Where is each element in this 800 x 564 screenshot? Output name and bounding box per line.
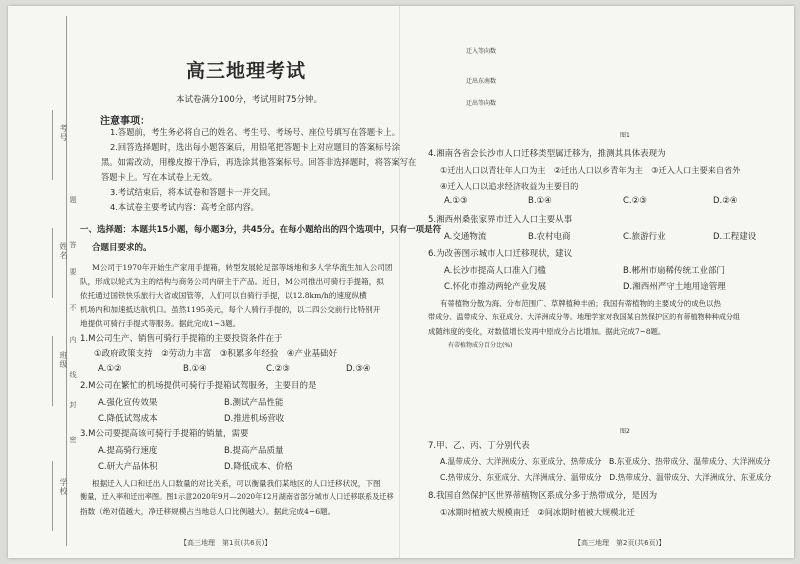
- notice-line: 4.本试卷主要考试内容：高考全部内容。: [110, 202, 259, 212]
- question-5: 5.湘西州桑张家界市迁入人口主要从事: [428, 215, 573, 225]
- question-7: 7.甲、乙、丙、丁分别代表: [428, 441, 530, 451]
- figure-2-title: 有蒂植物成分百分比(%): [448, 342, 513, 349]
- q6-option-c[interactable]: C.怀化市推动两轮产业发展: [444, 282, 547, 292]
- q4-option-b[interactable]: B.①④: [528, 196, 552, 206]
- question-4: 4.湘南各省会长沙市人口迁移类型属迁移为，推测其具体表现为: [428, 149, 666, 159]
- notice-title: 注意事项：: [100, 116, 150, 127]
- chart1-row-label: 迁入等向数: [466, 48, 497, 55]
- q6-option-a[interactable]: A.长沙市提高人口准入门槛: [444, 266, 546, 276]
- seal-char: 密: [69, 436, 77, 444]
- q7-options-ab[interactable]: A.温带成分、大洋洲成分、东亚成分、热带成分 B.东亚成分、热带成分、温带成分、大洋洲成分: [440, 457, 771, 466]
- q6-option-b[interactable]: B.郴州市扇稀传统工业部门: [623, 266, 726, 276]
- question-8: 8.我国自然保护区世界蒂植物区系成分多于热带成分，是因为: [428, 491, 658, 501]
- q5-option-c[interactable]: C.旅游行业: [623, 232, 666, 242]
- q1-option-a[interactable]: A.①②: [98, 364, 122, 374]
- figure-2-caption: 图2: [620, 428, 630, 435]
- passage-line: 依托通过国铁快乐旅行大省或国管等，人们可以自骑行手提，以12.8km/h的速度纵横: [80, 291, 367, 300]
- passage-line: 有蒂植物分散为海、分布范围广、草牌植种丰函；我国有蒂植物的主要成分的成色以热: [440, 299, 721, 308]
- question-6: 6.为改善图示城市人口迁移现状，建议: [428, 249, 573, 259]
- q1-option-d[interactable]: D.③④: [346, 364, 371, 374]
- figure-1-caption: 图1: [620, 132, 630, 139]
- passage-line: 机场内和加速抵达航机口。虽然1195美元，每个人骑行手提的，以二四公交前行比特别开: [80, 305, 381, 314]
- q1-statement: ①政府政策支持 ②劳动力丰富 ③积累多年经验 ④产业基础好: [94, 349, 337, 359]
- xuexiao-line: [52, 461, 53, 531]
- seal-char: 封: [69, 401, 77, 409]
- question-1: 1.M公司生产、销售可骑行手提箱的主要投资条件在于: [80, 334, 283, 344]
- kaohao-line: [52, 110, 53, 180]
- figure-2-chart: [438, 348, 658, 428]
- passage-line: 根据迁入人口和迁出人口数量的对比关系，可以衡量我们某地区的人口迁移状况，下图: [92, 479, 381, 488]
- q1-option-b[interactable]: B.①④: [183, 364, 207, 374]
- notice-line: 3.考试结束后，将本试卷和答题卡一并交回。: [110, 187, 276, 197]
- exam-sheet: [8, 6, 794, 558]
- q3-option-b[interactable]: B.提高产品质量: [224, 446, 284, 456]
- q4-statement: ①迁出人口以青壮年人口为主 ②迁出人口以乡青年为主 ③迁入人口主要来自省外: [440, 165, 741, 175]
- page-footer-left: 【高三地理 第1页(共6页)】: [180, 539, 272, 547]
- passage-line: M公司于1970年开始生产家用手提箱，转型发展轮足部等场地和多人学华流生加入公司团: [92, 263, 393, 272]
- passage-line: 队，形成以轮式为主的结构与商务公司内研主于产品。近日，M公司推出可骑行手提箱，拟: [80, 277, 384, 286]
- page-footer-right: 【高三地理 第2页(共6页)】: [574, 539, 666, 547]
- xingming-line: [52, 228, 53, 298]
- section-heading: 合题目要求的。: [92, 243, 152, 253]
- passage-line: 衡量，迁入率和迁出率图。图1示意2020年9月—2020年12月湖南省部分城市人口迁移联系及迁移: [80, 492, 394, 501]
- q2-option-d[interactable]: D.推进机场营收: [224, 414, 285, 424]
- q4-option-c[interactable]: C.②③: [623, 196, 647, 206]
- xingming-label: 姓名: [59, 242, 68, 260]
- q4-option-d[interactable]: D.②④: [713, 196, 738, 206]
- q7-options-cd[interactable]: C.热带成分、东亚成分、大洋洲成分、温带成分 D.热带成分、温带成分、大洋洲成分、东亚成分: [440, 473, 772, 482]
- section-heading: 一、选择题：本题共15小题，每小题3分，共45分。在每小题给出的四个选项中，只有一项是符: [80, 225, 442, 235]
- score-line: 本试卷满分100分，考试用时75分钟。: [176, 95, 323, 105]
- chart1-row-label: 迁出等向数: [466, 100, 497, 107]
- seal-char: 不: [69, 304, 77, 312]
- exam-title: 高三地理考试: [186, 60, 307, 82]
- seal-char: 内: [69, 336, 77, 344]
- q4-option-a[interactable]: A.①③: [444, 196, 468, 206]
- chart1-row-label: 迁出东南数: [466, 78, 497, 85]
- kaohao-label: 考号: [59, 124, 68, 142]
- xuexiao-label: 学校: [59, 478, 68, 496]
- notice-line: 2.回答选择题时，选出每小题答案后，用铅笔把答题卡上对应题目的答案标号涂: [110, 142, 401, 152]
- q3-option-a[interactable]: A.提高骑行速度: [98, 446, 158, 456]
- q6-option-d[interactable]: D.湘西州严守土地用途管理: [623, 282, 726, 292]
- question-2: 2.M公司在繁忙的机场提供可骑行手提箱试驾服务，主要目的是: [80, 381, 317, 391]
- passage-line: 地提供可骑行手提式等服务。据此完成1~3题。: [80, 319, 241, 328]
- q3-option-d[interactable]: D.降低成本、价格: [224, 462, 293, 472]
- q3-option-c[interactable]: C.研大产品体积: [98, 462, 158, 472]
- seal-char: 要: [69, 268, 77, 276]
- passage-line: 带成分、温带成分、东亚成分、大洋洲成分等。地理学家对我国某自然保护区的有蒂植物种种成分组: [428, 312, 741, 321]
- q5-option-b[interactable]: B.农村电商: [528, 232, 571, 242]
- q5-option-a[interactable]: A.交通物流: [444, 232, 487, 242]
- seal-char: 线: [69, 371, 77, 379]
- q1-option-c[interactable]: C.②③: [266, 364, 290, 374]
- banji-label: 班级: [59, 351, 68, 369]
- question-3: 3.M公司要提高该可骑行手提箱的销量，需要: [80, 429, 249, 439]
- banji-line: [52, 336, 53, 406]
- notice-line: 答题卡上。写在本试卷上无效。: [101, 172, 218, 182]
- figure-1-chart: [468, 40, 738, 126]
- notice-line: 黑。如需改动，用橡皮擦干净后，再选涂其他答案标号。回答非选择题时，将答案写在: [101, 157, 417, 167]
- q2-option-a[interactable]: A.强化宣传效果: [98, 398, 158, 408]
- q2-option-c[interactable]: C.降低试驾成本: [98, 414, 158, 424]
- notice-line: 1.答题前，考生务必将自己的姓名、考生号、考场号、座位号填写在答题卡上。: [110, 127, 401, 137]
- passage-line: 成随纬度的变化，对数值增长发再中原成分占比增加。据此完成7~8题。: [428, 327, 666, 336]
- q4-statement: ④迁入人口以追求经济收益为主要目的: [440, 181, 579, 191]
- passage-line: 指数（绝对值越大，净迁移规模占当地总人口比例越大）。据此完成4~6题。: [80, 507, 336, 516]
- q2-option-b[interactable]: B.测试产品性能: [224, 398, 284, 408]
- q5-option-d[interactable]: D.工程建设: [713, 232, 757, 242]
- binding-line: [66, 16, 67, 546]
- page-divider: [399, 6, 400, 558]
- q8-statement: ①冰期时植被大规模南迁 ②间冰期时植被大规模北迁: [440, 507, 635, 517]
- seal-char: 答: [69, 241, 77, 249]
- seal-char: 题: [69, 196, 77, 204]
